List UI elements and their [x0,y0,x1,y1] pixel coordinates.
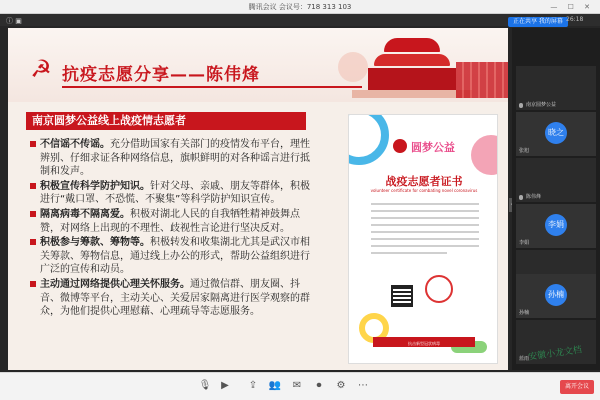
watermark: 安徽小龙文档 [527,345,583,363]
slide-title: 抗疫志愿分享——陈伟烽 [62,65,260,85]
info-icon[interactable]: ⓘ ▣ [6,17,22,25]
bullet-icon [30,239,36,245]
list-item: 不信谣不传谣。充分借助国家有关部门的疫情发布平台，理性辨别、仔细求证各种网络信息，旗帜鲜明的对各种谣言进行抵制和发声。 [30,138,312,179]
avatar: 晓之 [545,122,567,144]
list-item: 隔离病毒不隔离爱。积极对湖北人民的自我牺牲精神鼓舞点赞，对网络上出现的不理性、歧视性言论进行坚决反对。 [30,208,312,235]
participants-icon[interactable]: 👥 [268,380,282,391]
slide-content [30,138,312,320]
list-item: 积极宣传科学防护知识。针对父母、亲戚、朋友等群体，积极进行“戴口罩、不恐慌、不聚集”等科学防护知识宣传。 [30,180,312,207]
participant-tile[interactable]: 晓之 张旭 [516,112,596,156]
certificate-footer: 抗击新型冠状病毒 [408,341,440,346]
certificate-logo: 圆梦公益 [393,139,463,155]
certificate-body [371,203,479,259]
record-icon[interactable]: ⏺ [316,380,322,391]
section-header: 南京圆梦公益线上战疫情志愿者 [26,112,306,130]
microphone-icon[interactable]: 🎙 [198,380,212,391]
shared-slide [8,28,508,370]
palace-illustration [338,36,508,102]
leave-meeting-button[interactable]: 离开会议 [560,380,594,394]
certificate-title: 战疫志愿者证书 [385,175,463,188]
league-badge-icon [393,139,407,153]
more-icon[interactable]: ⋯ [358,380,368,391]
mic-icon [519,103,523,108]
screen-share-indicator[interactable]: 正在共享 我的屏幕 [508,17,568,27]
camera-icon[interactable]: ▶ [221,380,229,391]
avatar: 李娟 [545,214,567,236]
window-title: 腾讯会议 会议号：718 313 103 [248,3,352,11]
slide-header [8,28,508,102]
bullet-icon [30,211,36,217]
participant-sidebar [512,28,600,370]
title-underline [62,86,362,88]
chat-icon[interactable]: ✉ [292,380,302,391]
avatar: 孙楠 [545,284,567,306]
window-controls[interactable]: — ☐ ✕ [550,3,594,11]
participant-tile[interactable]: 蓝雨 [516,320,596,364]
settings-icon[interactable]: ⚙ [336,380,346,391]
volunteer-certificate [348,114,498,364]
hammer-sickle-icon: ☭ [30,55,52,83]
certificate-subtitle: volunteer certificate for combating novel coronavirus [370,188,478,193]
participant-tile[interactable]: 孙楠 孙楠 [516,274,596,318]
participant-tile[interactable]: 陈伟烽 [516,158,596,202]
bullet-icon [30,141,36,147]
list-item: 积极参与筹款、筹物等。积极转发和收集湖北尤其是武汉市相关筹款、筹物信息，通过线上办公的形式，帮助公益组织进行广泛的宣传和动员。 [30,236,312,277]
participant-tile[interactable]: 南京圆梦公益 [516,66,596,110]
bullet-icon [30,281,36,287]
participant-tile[interactable]: 李娟 李娟 [516,204,596,248]
share-screen-icon[interactable]: ⇪ [248,380,258,391]
meeting-toolbar [0,372,600,400]
mic-icon [519,195,523,200]
meeting-timer: 26:18 [566,16,584,23]
seal-icon [425,275,453,303]
meeting-subbar [0,14,600,26]
window-titlebar [0,0,600,14]
qr-code-icon [391,285,413,307]
list-item: 主动通过网络提供心理关怀服务。通过微信群、朋友圈、抖音、微博等平台，主动关心、关爱居家隔离进行医学观察的群众，为他们提供心理慰藉、心理疏导等志愿服务。 [30,278,312,319]
bullet-icon [30,183,36,189]
